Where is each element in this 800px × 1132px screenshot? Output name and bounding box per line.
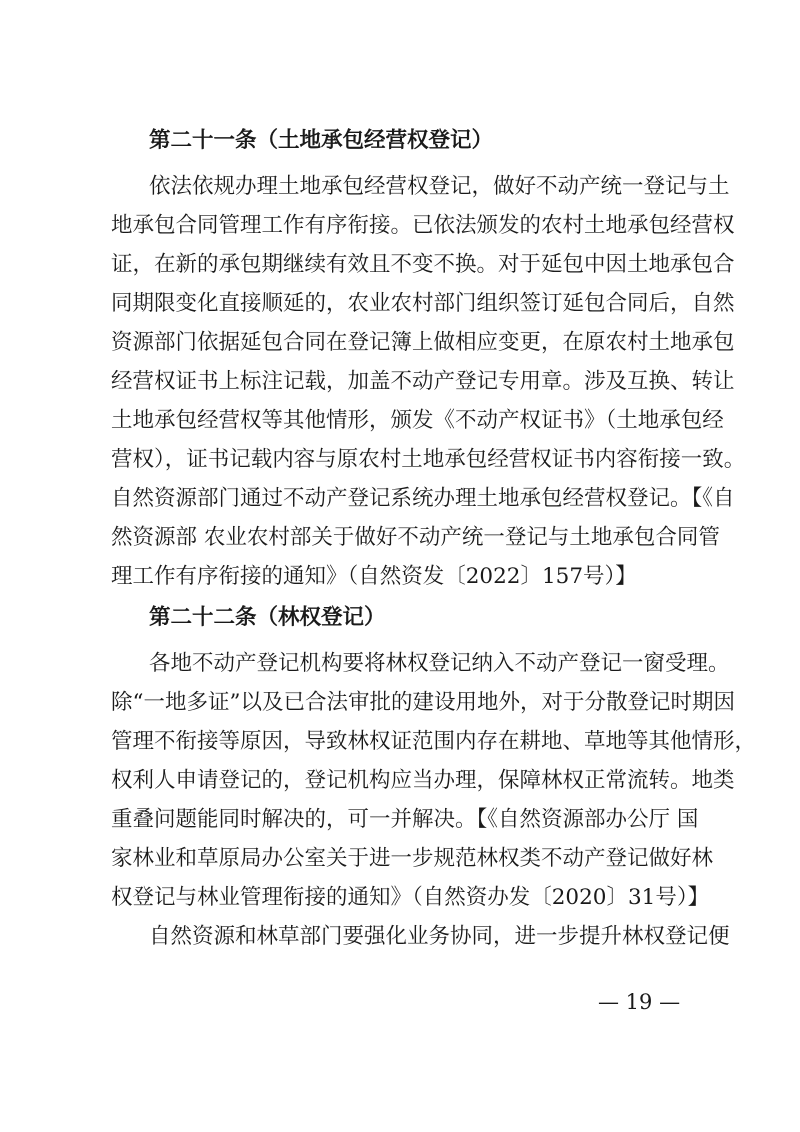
text-line: 资源部门依据延包合同在登记簿上做相应变更，在原农村土地承包 [111,330,735,355]
text-line: 重叠问题能同时解决的，可一并解决。【《自然资源部办公厅 国 [111,807,699,832]
article-22-heading: 第二十二条（林权登记） [149,605,386,630]
text-line: 同期限变化直接顺延的，农业农村部门组织签订延包合同后，自然 [111,291,735,316]
text-line: 营权），证书记载内容与原农村土地承包经营权证书内容衔接一致。 [111,447,746,472]
text-line: 经营权证书上标注记载，加盖不动产登记专用章。涉及互换、转让 [111,369,735,394]
text-line: 权登记与林业管理衔接的通知》（自然资办发〔2020〕31号）】 [111,885,710,910]
document-body [111,119,757,956]
text-line: 各地不动产登记机构要将林权登记纳入不动产登记一窗受理。 [149,651,730,676]
text-line: 然资源部 农业农村部关于做好不动产统一登记与土地承包合同管 [111,525,720,550]
text-line: 自然资源和林草部门要强化业务协同，进一步提升林权登记便 [149,924,730,949]
page-number: — 19 — [598,990,681,1014]
text-line: 管理不衔接等原因，导致林权证范围内存在耕地、草地等其他情形， [111,729,757,754]
article-21-heading: 第二十一条（土地承包经营权登记） [149,128,494,153]
text-line: 证，在新的承包期继续有效且不变不换。对于延包中因土地承包合 [111,252,735,277]
article-22-paragraph [111,644,757,917]
text-line: 地承包合同管理工作有序衔接。已依法颁发的农村土地承包经营权 [111,213,735,238]
text-line: 土地承包经营权等其他情形，颁发《不动产权证书》（土地承包经 [111,408,724,433]
text-line: 除“一地多证”以及已合法审批的建设用地外，对于分散登记时期因 [111,690,735,715]
article-22-paragraph-2 [111,917,730,956]
text-line: 自然资源部门通过不动产登记系统办理土地承包经营权登记。【《自 [111,486,735,511]
text-line: 理工作有序衔接的通知》（自然资发〔2022〕157号）】 [111,564,637,589]
text-line: 依法依规办理土地承包经营权登记，做好不动产统一登记与土 [149,174,730,199]
article-21-paragraph [111,167,746,596]
text-line: 家林业和草原局办公室关于进一步规范林权类不动产登记做好林 [111,846,714,871]
text-line: 权利人申请登记的，登记机构应当办理，保障林权正常流转。地类 [111,768,735,793]
